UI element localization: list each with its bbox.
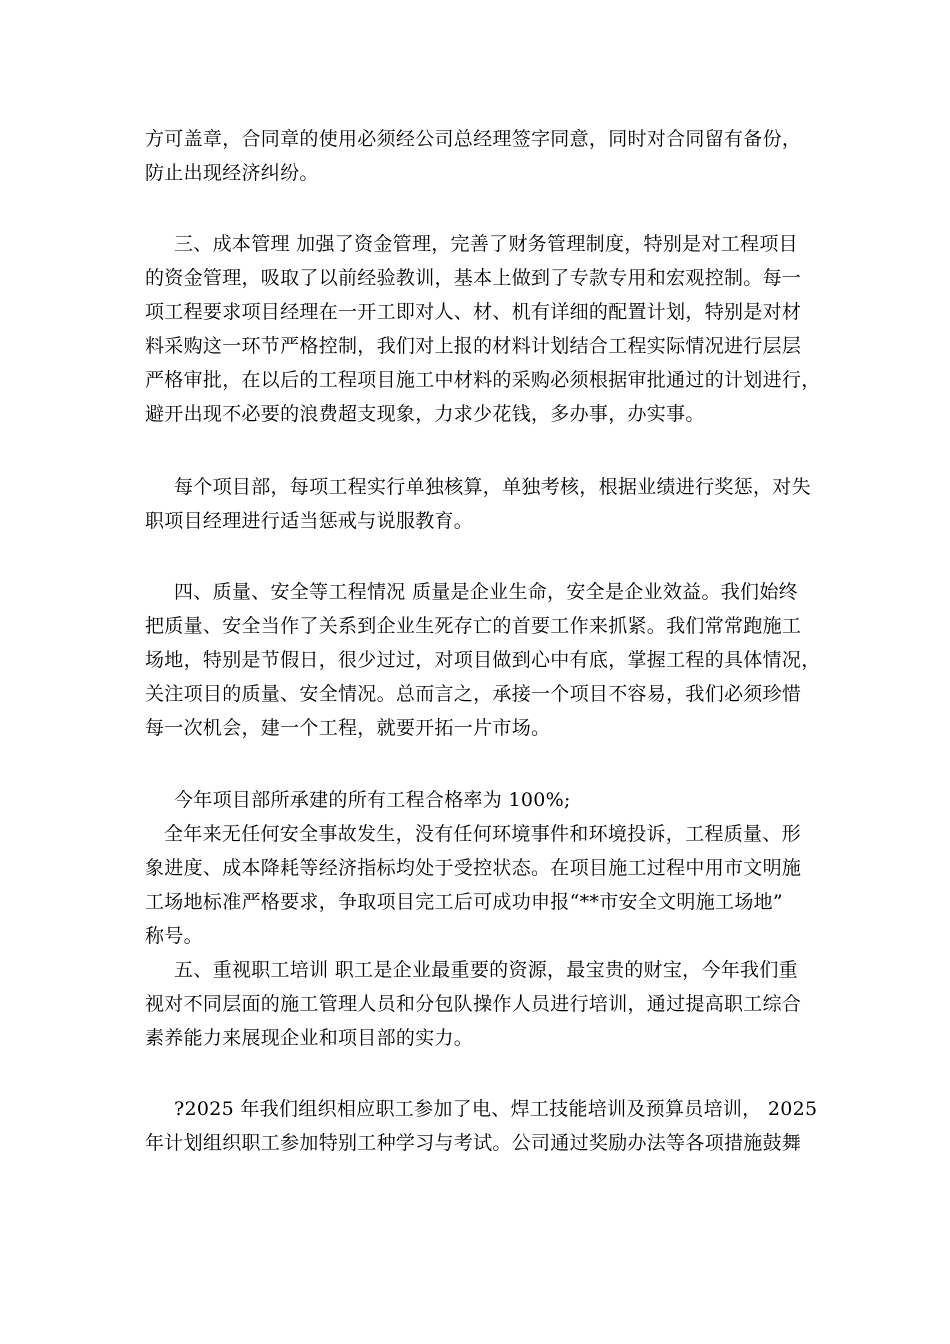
text-line: 场地，特别是节假日，很少过过，对项目做到心中有底，掌握工程的具体情况， xyxy=(145,649,821,671)
text-line: 把质量、安全当作了关系到企业生死存亡的首要工作来抓紧。我们常常跑施工 xyxy=(145,615,802,637)
text-line: 防止出现经济纠纷。 xyxy=(145,162,319,184)
text-line: 关注项目的质量、安全情况。总而言之，承接一个项目不容易，我们必须珍惜 xyxy=(145,683,802,705)
text-line: 今年项目部所承建的所有工程合格率为 100%; xyxy=(174,789,571,811)
text-line: 每个项目部，每项工程实行单独核算，单独考核，根据业绩进行奖惩，对失 xyxy=(174,476,811,498)
text-line: 严格审批，在以后的工程项目施工中材料的采购必须根据审批通过的计划进行， xyxy=(145,369,821,391)
text-line: 视对不同层面的施工管理人员和分包队操作人员进行培训，通过提高职工综合 xyxy=(145,993,802,1015)
text-line: 方可盖章，合同章的使用必须经公司总经理签字同意，同时对合同留有备份， xyxy=(145,128,802,150)
text-line: 素养能力来展现企业和项目部的实力。 xyxy=(145,1027,474,1049)
section-heading-quality: 四、质量、安全等工程情况 质量是企业生命，安全是企业效益。我们始终 xyxy=(174,581,798,603)
section-heading-training: 五、重视职工培训 职工是企业最重要的资源，最宝贵的财宝，今年我们重 xyxy=(174,959,798,981)
text-line: ?2025 年我们组织相应职工参加了电、焊工技能培训及预算员培训， 2025 xyxy=(174,1098,818,1120)
text-line: 称号。 xyxy=(145,925,203,947)
section-heading-cost: 三、成本管理 加强了资金管理，完善了财务管理制度，特别是对工程项目 xyxy=(174,233,798,255)
text-line: 年计划组织职工参加特别工种学习与考试。公司通过奖励办法等各项措施鼓舞 xyxy=(145,1132,802,1154)
text-line: 象进度、成本降耗等经济指标均处于受控状态。在项目施工过程中用市文明施 xyxy=(145,857,802,879)
text-line: 项工程要求项目经理在一开工即对人、材、机有详细的配置计划，特别是对材 xyxy=(145,301,802,323)
text-line: 每一次机会，建一个工程，就要开拓一片市场。 xyxy=(145,717,551,739)
text-line: 的资金管理，吸取了以前经验教训，基本上做到了专款专用和宏观控制。每一 xyxy=(145,267,802,289)
text-line: 工场地标准严格要求，争取项目完工后可成功申报“**市安全文明施工场地” xyxy=(145,891,783,913)
text-line: 全年来无任何安全事故发生，没有任何环境事件和环境投诉，工程质量、形 xyxy=(164,823,801,845)
text-line: 料采购这一环节严格控制，我们对上报的材料计划结合工程实际情况进行层层 xyxy=(145,335,802,357)
text-line: 避开出现不必要的浪费超支现象，力求少花钱，多办事，办实事。 xyxy=(145,403,705,425)
text-line: 职项目经理进行适当惩戒与说服教育。 xyxy=(145,510,474,532)
